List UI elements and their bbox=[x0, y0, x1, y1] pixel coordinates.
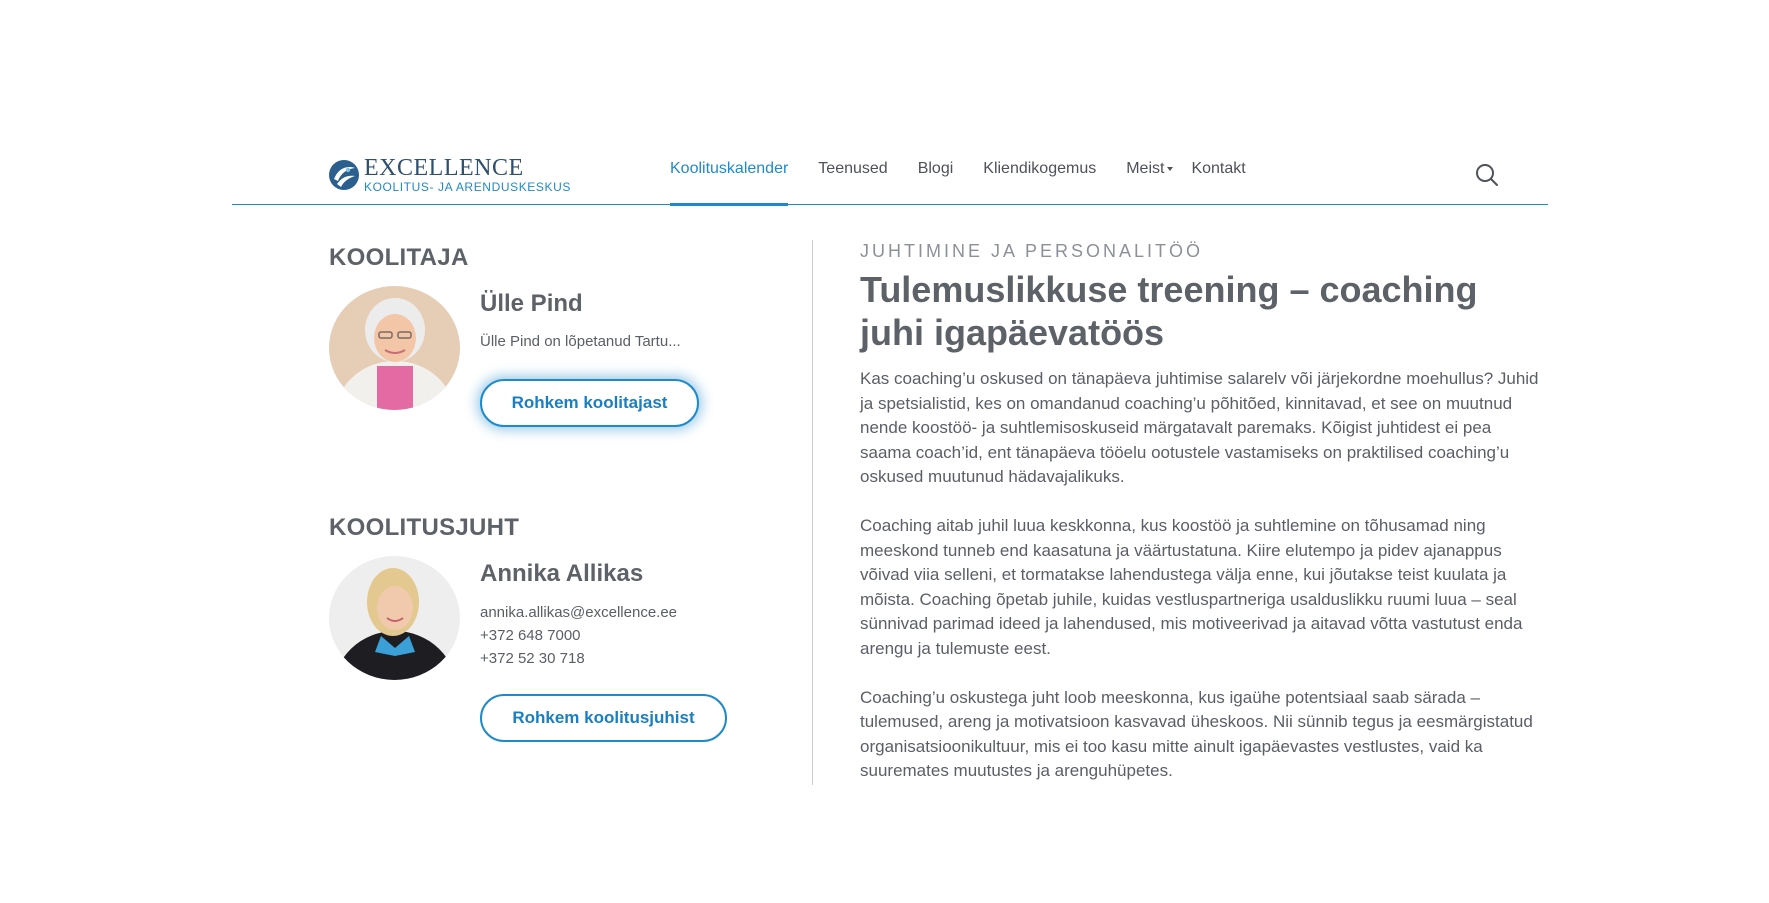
search-icon[interactable] bbox=[1474, 162, 1500, 188]
manager-email[interactable]: annika.allikas@excellence.ee bbox=[480, 604, 678, 621]
nav-item-meist-label: Meist bbox=[1126, 160, 1165, 177]
manager-phone-office[interactable]: +372 648 7000 bbox=[480, 627, 581, 644]
more-about-manager-button[interactable]: Rohkem koolitusjuhist bbox=[480, 694, 727, 742]
site-header bbox=[232, 142, 1548, 205]
article-category: JUHTIMINE JA PERSONALITÖÖ bbox=[860, 241, 1204, 261]
trainer-name: Ülle Pind bbox=[480, 290, 583, 317]
article-body bbox=[860, 367, 1540, 808]
caret-down-icon bbox=[1167, 167, 1173, 171]
trainer-section-title: KOOLITAJA bbox=[329, 244, 469, 271]
article-paragraph: Kas coaching’u oskused on tänapäeva juhtimise salarelv või järjekordne moehullus? Juhid ja spetsialistid, kes on omandanud coaching’u põhitõed, kinnitavad, et see on muutnud nende koostöö- ja suhtlemisoskuseid märgatavalt paremaks. Kõigist juhtidest ei pea saama coach’id, ent tänapäeva tööelu ootustele vastamiseks on praktilised coaching’u oskused muutunud hädavajalikuks. bbox=[860, 369, 1539, 486]
nav-item-blogi[interactable]: Blogi bbox=[917, 160, 954, 177]
nav-item-koolituskalender[interactable]: Koolituskalender bbox=[670, 142, 788, 205]
trainer-avatar bbox=[329, 286, 460, 410]
main-nav bbox=[670, 142, 1276, 205]
manager-phone-mobile[interactable]: +372 52 30 718 bbox=[480, 650, 585, 667]
site-logo[interactable] bbox=[328, 156, 571, 193]
manager-name: Annika Allikas bbox=[480, 560, 644, 587]
logo-name: EXCELLENCE bbox=[364, 155, 524, 181]
nav-item-meist[interactable] bbox=[1126, 142, 1165, 205]
more-about-trainer-button[interactable]: Rohkem koolitajast bbox=[480, 379, 699, 427]
nav-item-kontakt[interactable]: Kontakt bbox=[1191, 160, 1246, 177]
article-title: Tulemuslikkuse treening – coaching juhi igapäevatöös bbox=[860, 269, 1478, 353]
article-paragraph: Coaching aitab juhil luua keskkonna, kus koostöö ja suhtlemine on tõhusamad ning meeskond tunneb end kaasatuna ja väärtustatuna. Kiire elutempo ja pidev ajanappus võivad viia selleni, et tormatakse lahendustega välja enne, kui jõutakse teist kuulata ja mõista. Coaching õpetab juhile, kuidas vestluspartneriga usalduslikku ruumi luua – seal sünnivad parimad ideed ja lahendused, mis motiveerivad ja aitavad võtta vastutust enda arengu ja tulemuste eest. bbox=[860, 516, 1523, 658]
article-paragraph: Coaching’u oskustega juht loob meeskonna, kus igaühe potentsiaal saab särada – tulemused, areng ja motivatsioon kasvavad üheskoos. Nii sünnib tegus ja eesmärgistatud organisatsioonikultuur, mis ei too kasu mitte ainult igapäevastes vestlustes, vaid ka suuremates muutustes ja arenguhüpetes. bbox=[860, 687, 1533, 780]
nav-item-kliendikogemus[interactable]: Kliendikogemus bbox=[983, 160, 1097, 177]
manager-section-title: KOOLITUSJUHT bbox=[329, 514, 520, 541]
trainer-bio: Ülle Pind on lõpetanud Tartu... bbox=[480, 333, 681, 350]
logo-subtitle: KOOLITUS- JA ARENDUSKESKUS bbox=[364, 180, 571, 194]
column-divider bbox=[812, 240, 813, 785]
nav-item-teenused[interactable]: Teenused bbox=[818, 160, 888, 177]
manager-avatar bbox=[329, 556, 460, 680]
excellence-logo-mark bbox=[328, 159, 360, 191]
